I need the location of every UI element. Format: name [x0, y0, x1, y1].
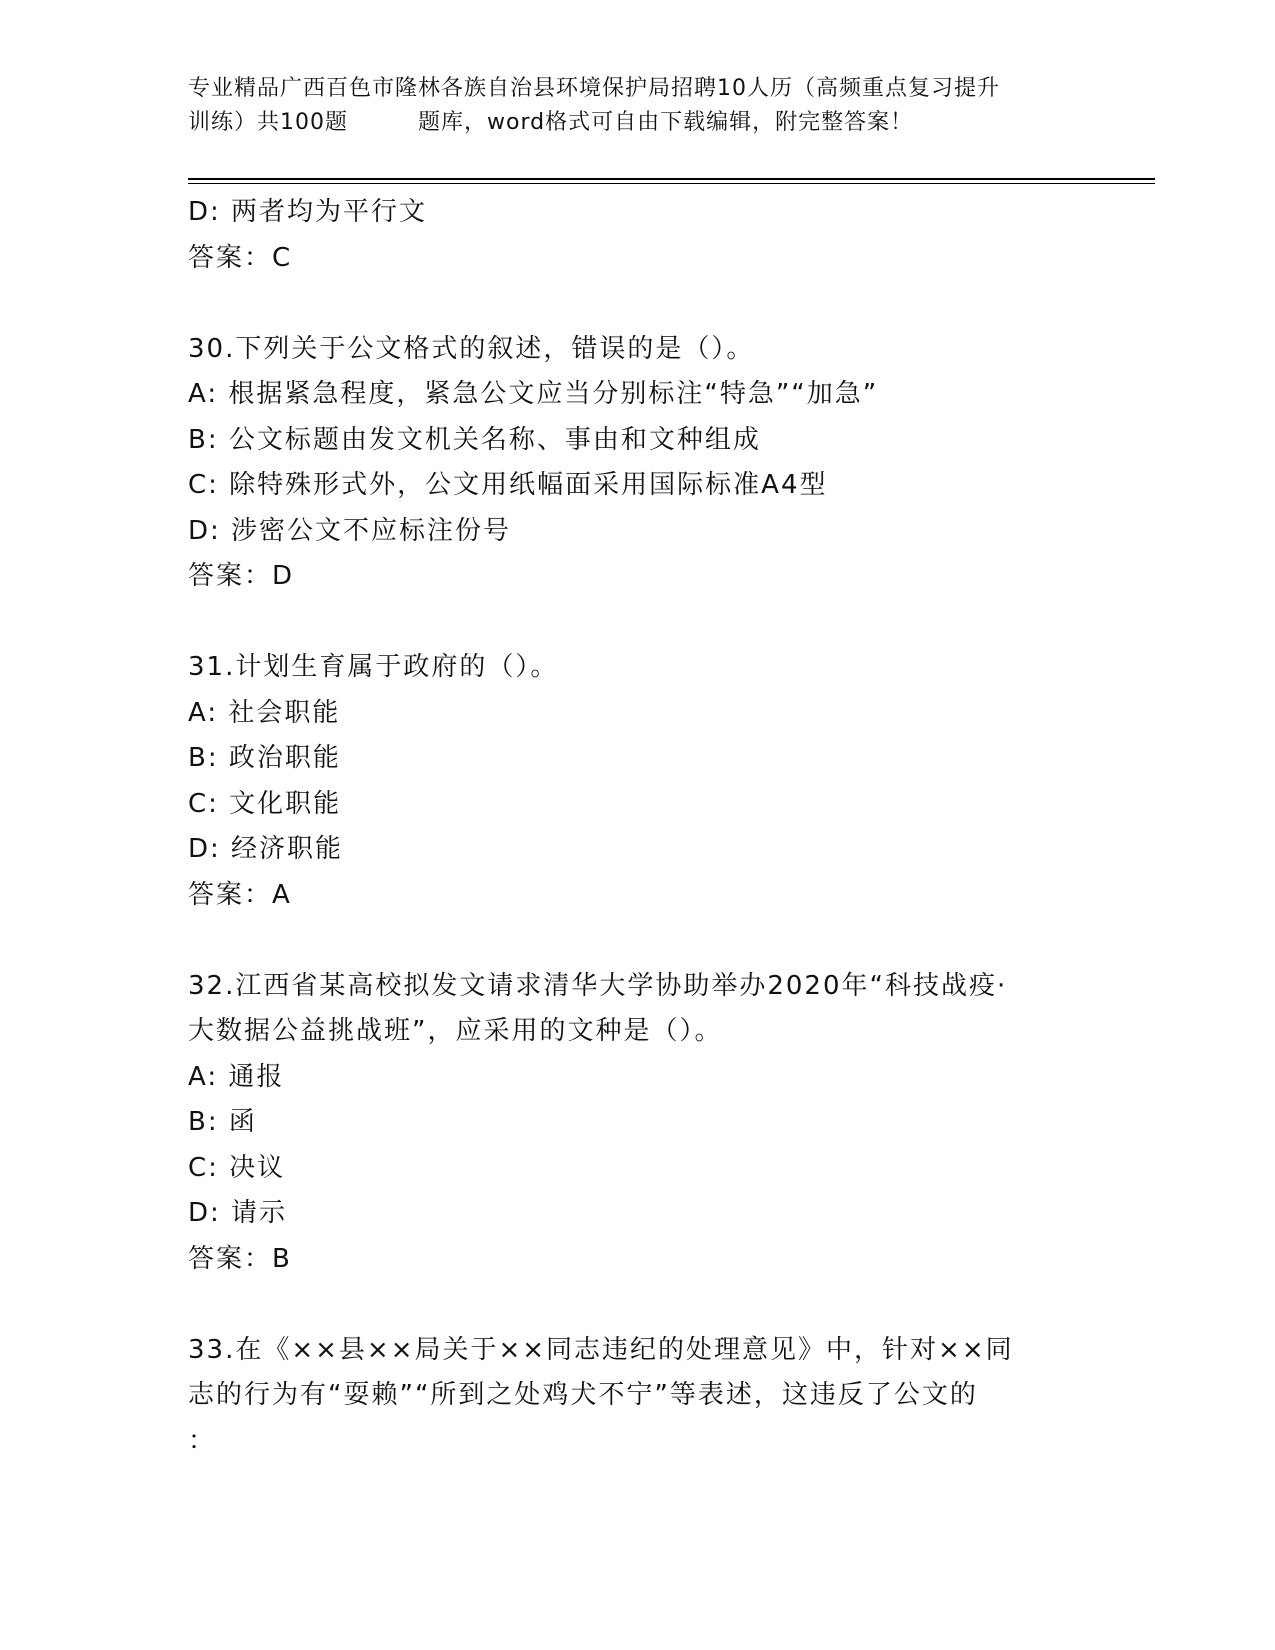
page-header	[188, 72, 1088, 140]
spacer	[188, 600, 1088, 646]
q31-option-d: D: 经济职能	[188, 834, 344, 864]
header-line-1: 专业精品广西百色市隆林各族自治县环境保护局招聘10人历（高频重点复习提升	[188, 76, 1000, 101]
q31-answer: 答案：A	[188, 879, 292, 910]
q30-option-c: C: 除特殊形式外，公文用纸幅面采用国际标准A4型	[188, 470, 828, 500]
q30-option-b: B: 公文标题由发文机关名称、事由和文种组成	[188, 424, 761, 455]
header-line-2	[188, 106, 1088, 140]
spacer	[188, 281, 1088, 327]
q30-title: 30.下列关于公文格式的叙述，错误的是（）。	[188, 333, 755, 364]
q31-option-c: C: 文化职能	[188, 788, 342, 819]
header-rule-thin	[188, 183, 1155, 184]
q33-title-line-3: ：	[188, 1425, 217, 1456]
q32-title-line-1: 32.江西省某高校拟发文请求清华大学协助举办2020年“科技战疫·	[188, 970, 1008, 1001]
q32-option-b: B: 函	[188, 1107, 257, 1137]
spacer	[188, 918, 1088, 964]
prev-option-d: D: 两者均为平行文	[188, 197, 428, 227]
q30-option-a: A: 根据紧急程度，紧急公文应当分别标注“特急”“加急”	[188, 379, 879, 409]
header-line-2-left: 训练）共100题	[188, 110, 348, 135]
header-line-2-right: 题库，word格式可自由下载编辑，附完整答案！	[418, 110, 914, 135]
q32-title-line-2: 大数据公益挑战班”，应采用的文种是（）。	[188, 1016, 723, 1046]
q33-title-line-1: 33.在《××县××局关于××同志违纪的处理意见》中，针对××同	[188, 1334, 1014, 1365]
spacer	[188, 1282, 1088, 1328]
q31-option-a: A: 社会职能	[188, 697, 341, 728]
header-rule-thick	[188, 178, 1155, 180]
q31-option-b: B: 政治职能	[188, 743, 341, 773]
q32-option-d: D: 请示	[188, 1198, 288, 1228]
prev-answer: 答案：C	[188, 242, 293, 273]
document-body	[188, 190, 1088, 1464]
q32-option-a: A: 通报	[188, 1061, 285, 1092]
q32-answer: 答案：B	[188, 1243, 292, 1274]
q30-answer: 答案：D	[188, 561, 295, 591]
q31-title: 31.计划生育属于政府的（）。	[188, 652, 559, 682]
q32-option-c: C: 决议	[188, 1152, 286, 1183]
q30-option-d: D: 涉密公文不应标注份号	[188, 515, 512, 546]
q33-title-line-2: 志的行为有“耍赖”“所到之处鸡犬不宁”等表述，这违反了公文的	[188, 1380, 978, 1410]
